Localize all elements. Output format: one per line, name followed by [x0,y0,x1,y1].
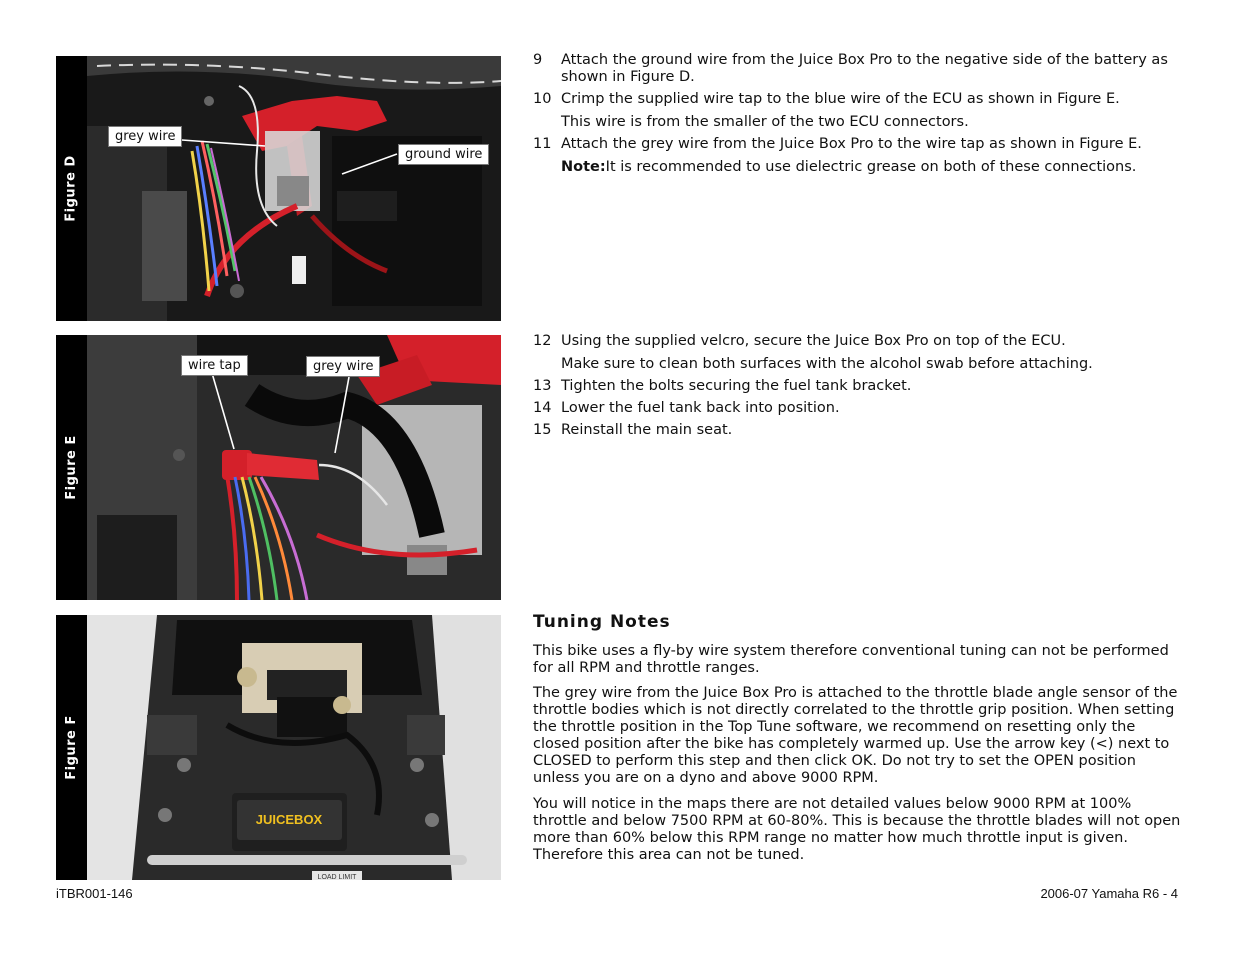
figure-f-image [87,615,501,880]
steps-top [533,52,1183,181]
tuning-notes-heading: Tuning Notes [533,612,671,632]
figure-e [56,335,501,600]
figure-d-label: Figure D [64,155,80,222]
figure-d [56,56,501,321]
step-13 [533,378,1183,395]
tuning-paragraph-1: This bike uses a fly-by wire system therefore conventional tuning can not be performed for all RPM and throttle ranges. [533,643,1169,676]
figure-d-tab [56,56,87,321]
figure-e-photo [87,335,501,600]
step-15 [533,422,1183,439]
tuning-paragraph-3: You will notice in the maps there are not detailed values below 9000 RPM at 100% throttle and below 7500 RPM at 60-80%. This is because the throttle blades will not open more than 60% below this RPM range no matter how much throttle input is given. Therefore this area can not be tuned. [533,796,1181,863]
callout-wire-tap: wire tap [181,355,248,376]
step-number: 12 [533,333,552,349]
step-11 [533,136,1183,176]
figure-e-tab [56,335,87,600]
juicebox-device-text: JUICEBOX [255,812,323,827]
load-limit-label: LOAD LIMIT [317,874,357,880]
figure-e-label: Figure E [64,435,79,500]
figure-f-tab [56,615,87,880]
step-number: 14 [533,400,552,416]
callout-ground-wire: ground wire [398,144,489,165]
step-12 [533,333,1183,373]
figure-f [56,615,501,880]
note-label: Note: [561,159,606,175]
figure-f-photo [87,615,501,880]
step-number: 13 [533,378,552,394]
step-text: Attach the ground wire from the Juice Box Pro to the negative side of the battery as shown in Figure D. [561,52,1168,85]
figure-f-label: Figure F [64,715,79,780]
note-text: It is recommended to use dielectric grease on both of these connections. [605,159,1137,175]
step-10 [533,91,1183,131]
step-14 [533,400,1183,417]
step-text: Tighten the bolts securing the fuel tank bracket. [561,378,912,394]
step-text: Using the supplied velcro, secure the Juice Box Pro on top of the ECU. [561,333,1066,349]
step-continuation: Make sure to clean both surfaces with the alcohol swab before attaching. [561,356,1093,372]
step-number: 9 [533,52,543,68]
figure-d-photo [87,56,501,321]
figure-e-image [87,335,501,600]
callout-grey-wire-e: grey wire [306,356,380,377]
steps-bottom [533,333,1183,444]
step-text: Crimp the supplied wire tap to the blue wire of the ECU as shown in Figure E. [561,91,1120,107]
step-9 [533,52,1183,86]
step-number: 15 [533,422,552,438]
step-text: Lower the fuel tank back into position. [561,400,840,416]
tuning-paragraph-2: The grey wire from the Juice Box Pro is attached to the throttle blade angle sensor of the throttle bodies which is not directly correlated to the throttle grip position. When setting the throttle position in the Top Tune software, we recommend on resetting only the closed position after the bike has completely warmed up. Use the arrow key (<) next to CLOSED to perform this step and then click OK. Do not try to set the OPEN position unless you are on a dyno and above 9000 RPM. [533,685,1178,786]
step-text: Attach the grey wire from the Juice Box Pro to the wire tap as shown in Figure E. [561,136,1142,152]
step-continuation: This wire is from the smaller of the two ECU connectors. [561,114,969,130]
footer-doc-id: iTBR001-146 [56,886,133,901]
step-number: 11 [533,136,552,152]
figure-d-image [87,56,501,321]
step-text: Reinstall the main seat. [561,422,733,438]
callout-grey-wire: grey wire [108,126,182,147]
step-number: 10 [533,91,552,107]
footer-page-label: 2006-07 Yamaha R6 - 4 [1040,886,1178,901]
